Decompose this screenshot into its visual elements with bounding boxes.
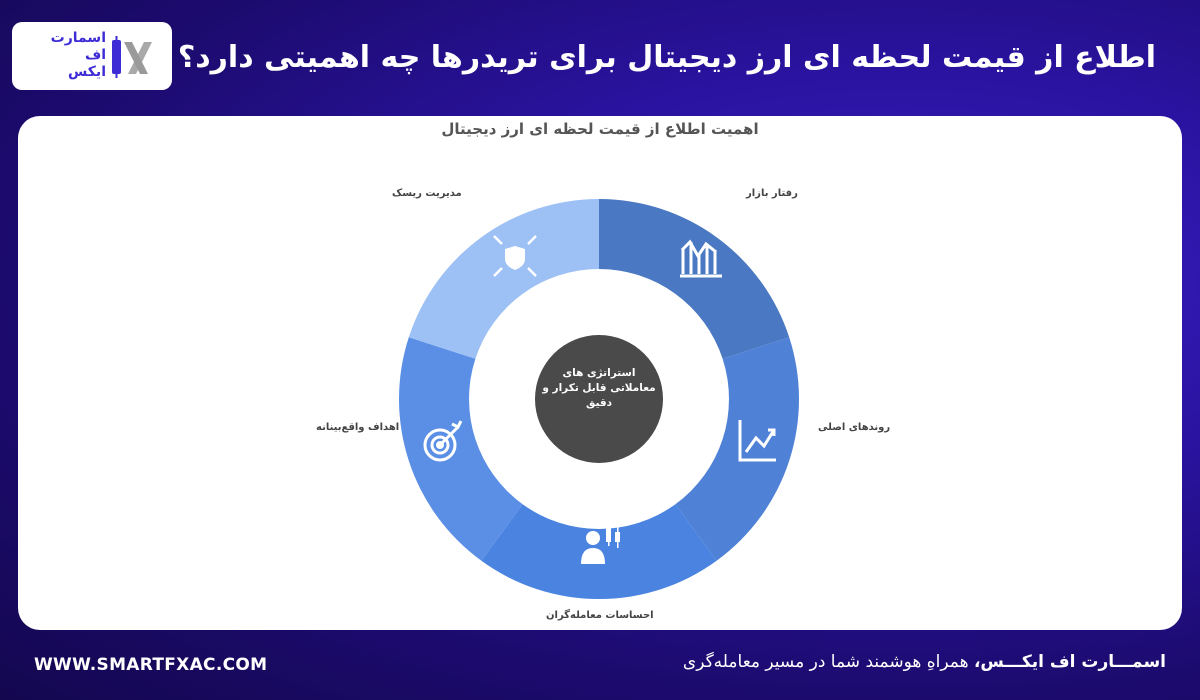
logo-line-3: ایکس (68, 64, 106, 80)
footer-url[interactable]: WWW.SMARTFXAC.COM (34, 655, 268, 675)
footer-tagline (683, 652, 1166, 672)
page-title: اطلاع از قیمت لحظه ای ارز دیجیتال برای تریدرها چه اهمیتی دارد؟ (177, 40, 1156, 75)
label-market-behavior: رفتار بازار (746, 188, 798, 199)
center-text: استراتژی های معاملاتی قابل تکرار و دقیق (542, 367, 656, 409)
footer-brand: اسمـــارت اف ایکـــس، (973, 652, 1166, 672)
footer-tagline-text: همراهِ هوشمند شما در مسیر معامله‌گری (682, 652, 974, 672)
label-risk-management: مدیریت ریسک (392, 188, 462, 199)
diagram-title: اهمیت اطلاع از قیمت لحظه ای ارز دیجیتال (441, 120, 759, 138)
label-main-trends: روندهای اصلی (818, 422, 891, 433)
logo-mark-icon (110, 34, 166, 82)
label-realistic-goals: اهداف واقع‌بینانه (316, 422, 400, 433)
logo-wordmark (26, 30, 106, 81)
logo-line-1: اسمارت (50, 30, 106, 46)
label-trader-sentiment: احساسات معامله‌گران (546, 610, 654, 621)
brand-logo[interactable] (12, 22, 172, 90)
logo-line-2: اف (84, 47, 106, 63)
diagram-panel (18, 116, 1182, 630)
